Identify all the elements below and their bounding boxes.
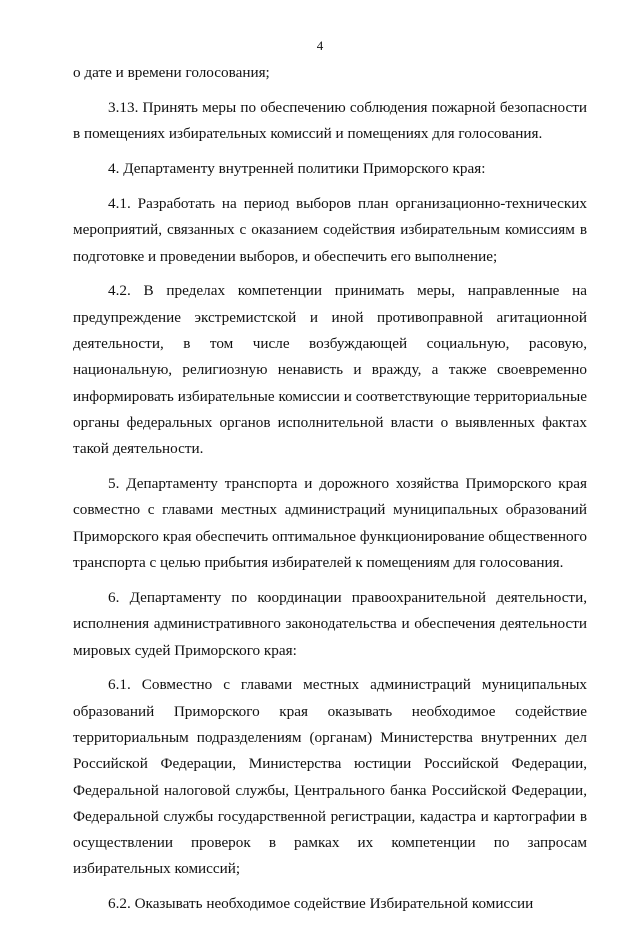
page-number: 4 [316,38,324,53]
paragraph: 6.1. Совместно с главами местных администраций муниципальных образований Приморского края оказывать необходимое содействие территориальным подразделениям (органам) Министерства внутренних дел Российской Федерации, Министерства юстиции Российской Федерации, Федеральной налоговой службы, Центрального банка Российской Федерации, Федеральной службы государственной регистрации, кадастра и картографии в осуществлении проверок в рамках их компетенции по запросам избирательных комиссий; [73,676,587,878]
paragraph: 6.2. Оказывать необходимое содействие Избирательной комиссии [108,895,534,913]
paragraph: 5. Департаменту транспорта и дорожного хозяйства Приморского края совместно с главами местных администраций муниципальных образований Приморского края обеспечить оптимальное функционирование общественного транспорта с целью прибытия избирателей к помещениям для голосования. [73,475,587,572]
paragraph: 3.13. Принять меры по обеспечению соблюдения пожарной безопасности в помещениях избирательных комиссий и помещениях для голосования. [73,98,587,143]
paragraph: о дате и времени голосования; [73,64,270,81]
document-body [73,60,587,926]
paragraph: 4. Департаменту внутренней политики Приморского края: [108,160,486,178]
paragraph: 4.1. Разработать на период выборов план организационно-технических мероприятий, связанных с оказанием содействия избирательным комиссиям в подготовке и проведении выборов, и обеспечить его выполнение; [73,194,587,265]
paragraph: 6. Департаменту по координации правоохранительной деятельности, исполнения административного законодательства и обеспечения деятельности мировых судей Приморского края: [73,588,587,659]
paragraph: 4.2. В пределах компетенции принимать меры, направленные на предупреждение экстремистской и иной противоправной агитационной деятельности, в том числе возбуждающей социальную, расовую, национальную, религиозную ненависть и вражду, а также своевременно информировать избирательные комиссии и соответствующие территориальные органы федеральных органов исполнительной власти о выявленных фактах такой деятельности. [73,282,587,458]
